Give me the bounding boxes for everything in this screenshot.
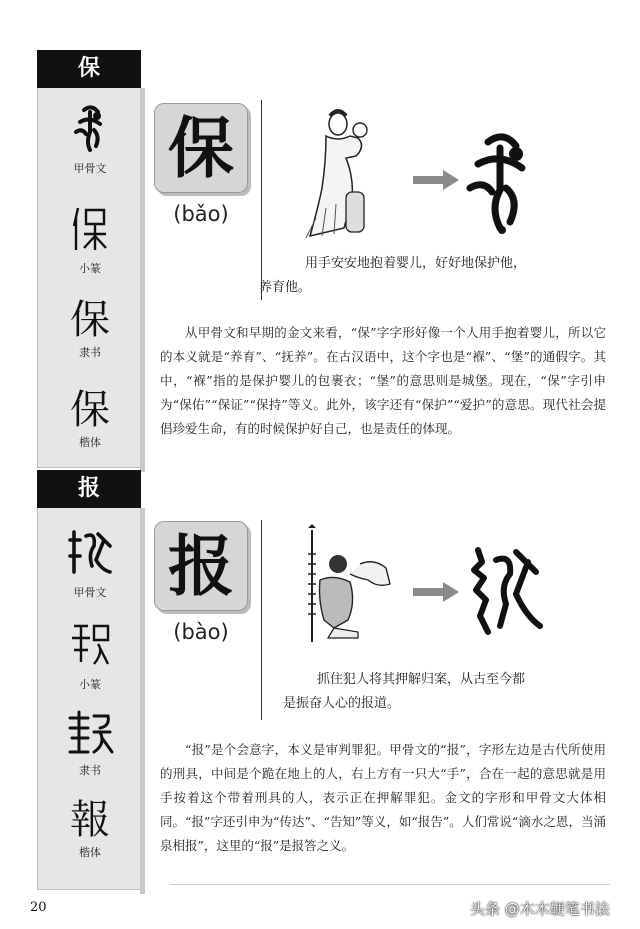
oracle-glyph-bao4-icon <box>66 526 114 578</box>
form-oracle-bao <box>38 102 142 176</box>
oracle-bone-bao4-large-icon <box>470 546 544 638</box>
watermark: 头条 @木木硬笔书法 <box>470 900 610 918</box>
seal-glyph-bao-icon <box>68 202 112 254</box>
form-clerical-bao <box>38 298 142 360</box>
form-seal-bao4 <box>38 618 142 692</box>
caption-line: 抓住犯人将其押解归案，从古至今都 <box>317 672 526 687</box>
caption-line: 是振奋人心的报道。 <box>283 696 401 711</box>
form-label: 楷体 <box>79 436 101 449</box>
form-regular-bao4 <box>38 798 142 860</box>
caption-bao4 <box>283 668 607 716</box>
big-character-bao: 保 <box>154 103 248 193</box>
regular-glyph: 報 <box>70 797 110 843</box>
section-header-bao: 保 <box>37 50 141 88</box>
evolution-column-bao4 <box>37 508 141 890</box>
caption-bao <box>259 252 605 300</box>
form-label: 小篆 <box>79 262 101 275</box>
section-header-bao4: 报 <box>37 470 141 508</box>
evolution-column-bao <box>37 88 141 468</box>
arrow-right-icon <box>413 582 459 602</box>
form-regular-bao <box>38 388 142 450</box>
divider-line <box>261 520 262 720</box>
body-text-bao4: “报”是个会意字，本义是审判罪犯。甲骨文的“报”，字形左边是古代所使用的刑具，中间是个跪在地上的人，右上方有一只大“手”，合在一起的意思就是用手按着这个带着刑具的人，表示正在押解罪犯。金文的字形和甲骨文大体相同。“报”字还引申为“传达”、“告知”等义，如“报告”。人们常说“滴水之恩，当涌泉相报”，这里的“报”是报答之义。 <box>160 742 606 853</box>
form-seal-bao <box>38 202 142 276</box>
form-label: 甲骨文 <box>73 586 107 599</box>
form-label: 楷体 <box>79 846 101 859</box>
bottom-divider <box>170 884 610 885</box>
seal-glyph-bao4-icon <box>68 618 112 670</box>
prisoner-illustration-icon <box>298 524 392 648</box>
mother-holding-baby-icon <box>296 108 376 242</box>
form-label: 隶书 <box>79 764 101 777</box>
form-label: 甲骨文 <box>73 162 107 175</box>
caption-line: 养育他。 <box>259 280 312 295</box>
clerical-glyph-bao4-icon <box>66 708 114 756</box>
regular-glyph: 保 <box>70 387 110 433</box>
big-character-bao4: 报 <box>154 521 248 611</box>
oracle-glyph-bao-icon <box>70 102 110 154</box>
arrow-right-icon <box>413 170 459 190</box>
form-oracle-bao4 <box>38 526 142 600</box>
pinyin-bao: (bǎo) <box>173 202 229 226</box>
oracle-bone-bao-large-icon <box>466 130 536 236</box>
divider-line <box>261 100 262 300</box>
clerical-glyph: 保 <box>70 297 110 343</box>
caption-line: 用手安安地抱着婴儿，好好地保护他， <box>305 256 527 271</box>
form-label: 小篆 <box>79 678 101 691</box>
page-number: 20 <box>30 900 47 915</box>
form-label: 隶书 <box>79 346 101 359</box>
body-text-bao: 从甲骨文和早期的金文来看，“保”字字形好像一个人用手抱着婴儿，所以它的本义就是“养育”、“抚养”。在古汉语中，这个字也是“褓”、“堡”的通假字。其中，“褓”指的是保护婴儿的包裹衣；“堡”的意思则是城堡。现在，“保”字引申为“保佑”“保证”“保持”等义。此外，该字还有“保护”“爱护”的意思。现代社会提倡珍爱生命，有的时候保护好自己，也是责任的体现。 <box>160 325 606 436</box>
form-clerical-bao4 <box>38 708 142 778</box>
pinyin-bao4: (bào) <box>173 620 229 644</box>
